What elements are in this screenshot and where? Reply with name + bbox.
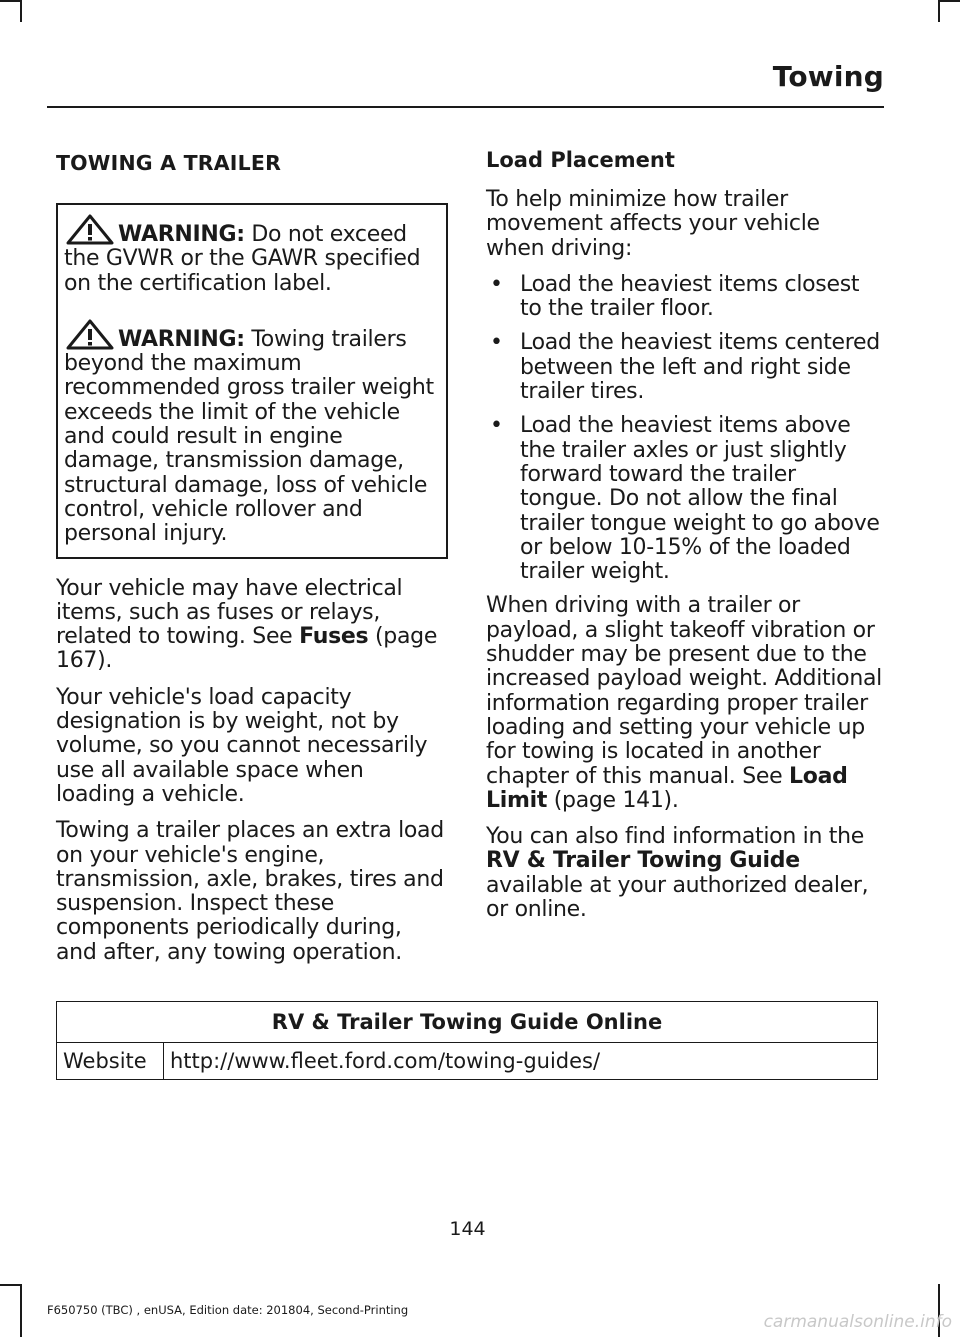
warning-item [64, 213, 440, 296]
list-item [486, 414, 882, 584]
website-label: Website [57, 1043, 164, 1080]
warning-label: WARNING: [118, 222, 245, 247]
header-divider [47, 106, 884, 108]
bullet-marker: • [490, 271, 503, 297]
paragraph-electrical [56, 577, 448, 674]
list-item-text: Load the heaviest items above the trailer axles or just slightly forward toward the trailer tongue. Do not allow the final trailer tongue weight to go above or below 10-15% of the loaded trailer weight. [520, 413, 880, 585]
page-number: 144 [449, 1218, 486, 1240]
website-url-link[interactable]: http://www.fleet.ford.com/towing-guides/ [164, 1043, 878, 1080]
edition-footer: F650750 (TBC) , enUSA, Edition date: 201804, Second-Printing [47, 1303, 409, 1317]
paragraph-text: When driving with a trailer or payload, a slight takeoff vibration or shudder may be present due to the increased payload weight. Additional information regarding proper trailer loading and setting your vehicle up for towing is located in another chapter of this manual. See [486, 593, 882, 789]
load-limit-reference-link[interactable]: Load Limit [486, 763, 848, 813]
bullet-marker: • [490, 330, 503, 356]
paragraph-text: (page 141). [547, 787, 679, 813]
crop-mark [20, 0, 22, 22]
warning-text: Do not exceed the GVWR or the GAWR specified on the certification label. [64, 222, 421, 296]
paragraph-text: available at your authorized dealer, or online. [486, 872, 869, 923]
bullet-marker: • [490, 413, 503, 439]
list-item [486, 331, 882, 404]
watermark: carmanualsonline.info [763, 1312, 952, 1332]
list-item-text: Load the heaviest items centered between the left and right side trailer tires. [520, 330, 880, 405]
load-placement-heading: Load Placement [486, 148, 675, 172]
left-column [56, 145, 448, 977]
warning-triangle-icon [64, 318, 116, 350]
load-placement-list [486, 273, 882, 585]
towing-guide-table [56, 1001, 878, 1080]
warning-label: WARNING: [118, 326, 245, 352]
warning-text: Towing trailers beyond the maximum recommended gross trailer weight exceeds the limit of the vehicle and could result in engine damage, transmission damage, structural damage, loss of vehicle control, vehicle rollover and personal injury. [64, 326, 434, 547]
section-heading: TOWING A TRAILER [56, 151, 282, 175]
list-item [486, 273, 882, 322]
crop-mark [938, 0, 940, 22]
paragraph-text: Your vehicle may have electrical items, such as fuses or relays, related to towing. See [56, 575, 403, 650]
paragraph-intro: To help minimize how trailer movement affects your vehicle when driving: [486, 187, 820, 261]
paragraph-towing-load: Towing a trailer places an extra load on your vehicle's engine, transmission, axle, brakes, tires and suspension. Inspect these components periodically during, and after, any towing operation. [56, 818, 444, 965]
right-column [486, 145, 882, 934]
table-title: RV & Trailer Towing Guide Online [57, 1002, 878, 1043]
chapter-title: Towing [772, 60, 884, 93]
fuses-reference-link[interactable]: Fuses [299, 624, 369, 650]
crop-mark [938, 0, 960, 2]
paragraph-vibration [486, 594, 882, 813]
paragraph-guide [486, 825, 882, 922]
list-item-text: Load the heaviest items closest to the trailer floor. [520, 271, 860, 322]
table-header-row [57, 1002, 878, 1043]
crop-mark [0, 0, 22, 2]
table-row [57, 1043, 878, 1080]
crop-mark [0, 1284, 22, 1286]
crop-mark [20, 1284, 22, 1337]
paragraph-load-capacity: Your vehicle's load capacity designation is by weight, not by volume, so you cannot necessarily use all available space when loading a vehicle. [56, 684, 428, 807]
warning-item [64, 318, 440, 547]
paragraph-text: You can also find information in the [486, 824, 865, 850]
guide-title: RV & Trailer Towing Guide [486, 848, 800, 874]
paragraph-text: (page 167). [56, 624, 438, 674]
warning-box [56, 203, 448, 559]
warning-triangle-icon [64, 213, 116, 245]
